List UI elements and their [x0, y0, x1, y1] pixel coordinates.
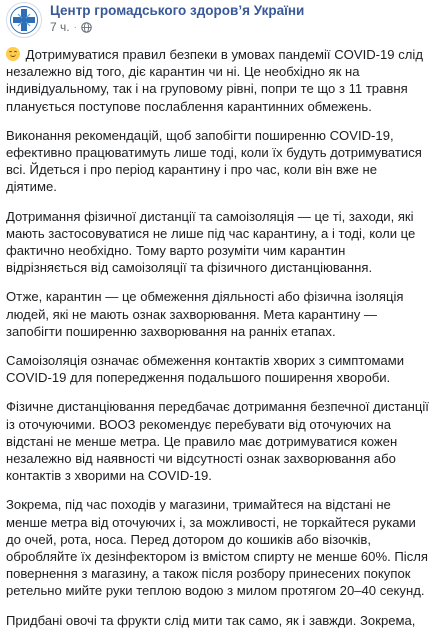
post-paragraph: Дотримання фізичної дистанції та самоізоляція — це ті, заходи, які мають застосовуватися не лише під час карантину, а і тоді, коли це фактично необхідно. Тому варто розуміти чим карантин відрізняється від самоізоляції та фізичного дистанціювання.: [6, 208, 416, 276]
post-meta: [50, 2, 304, 35]
page-name-link[interactable]: Центр громадського здоров’я України: [50, 3, 305, 18]
page-logo-icon: [9, 5, 39, 35]
globe-icon[interactable]: [81, 22, 92, 33]
post-paragraph: Фізичне дистанціювання передбачає дотримання безпечної дистанції із оточуючими. ВООЗ рекомендує перебувати від оточуючих на відстані не менше метра. Це правило має дотримуватися кожен незалежно від наявності чи відсутності ознак захворювання або контактів з хворими на COVID-19.: [6, 399, 429, 484]
post-body: [6, 46, 430, 629]
post-timestamp[interactable]: 7 ч.: [50, 20, 70, 34]
post-header: [6, 0, 430, 42]
post-paragraph: Виконання рекомендацій, щоб запобігти поширенню COVID-19, ефективно працюватимуть лише тоді, коли їх будуть дотримуватися всі. Йдеться і про період карантину і про час, коли він вже не діятиме.: [6, 127, 422, 195]
post-paragraph: Дотримуватися правил безпеки в умовах пандемії COVID-19 слід незалежно від того, діє карантин чи ні. Це необхідно як на індивідуальному, так і на груповому рівні, попри те що з 11 травня планується поступове послаблення карантинних обмежень.: [6, 47, 423, 114]
separator-dot: ·: [73, 22, 77, 33]
post-paragraph: Самоізоляція означає обмеження контактів хворих з симптомами COVID-19 для попередження подальшого поширення хвороби.: [6, 353, 405, 386]
smiling-face-emoji-icon: [6, 47, 20, 61]
post-subline: [50, 20, 304, 35]
post-paragraph: Зокрема, під час походів у магазини, тримайтеся на відстані не менше метра від оточуючих і, за можливості, не торкайтеся руками до очей, рота, носа. Перед дотором до кошиків або візочків, обробляйте їх дезінфектором із вмістом спирту не менше 60%. Після повернення з магазину, а також після розбору принесених покупок ретельно мийте руки теплою водою з милом протягом 20–40 секунд.: [6, 497, 428, 599]
post-paragraph: Придбані овочі та фрукти слід мити так само, як і завжди. Зокрема,: [6, 612, 416, 628]
post-paragraph: Отже, карантин — це обмеження діяльності або фізична ізоляція людей, які не мають ознак захворювання. Мета карантину — запобігти поширенню захворювання на ранніх етапах.: [6, 289, 404, 339]
page-avatar[interactable]: [6, 2, 42, 38]
